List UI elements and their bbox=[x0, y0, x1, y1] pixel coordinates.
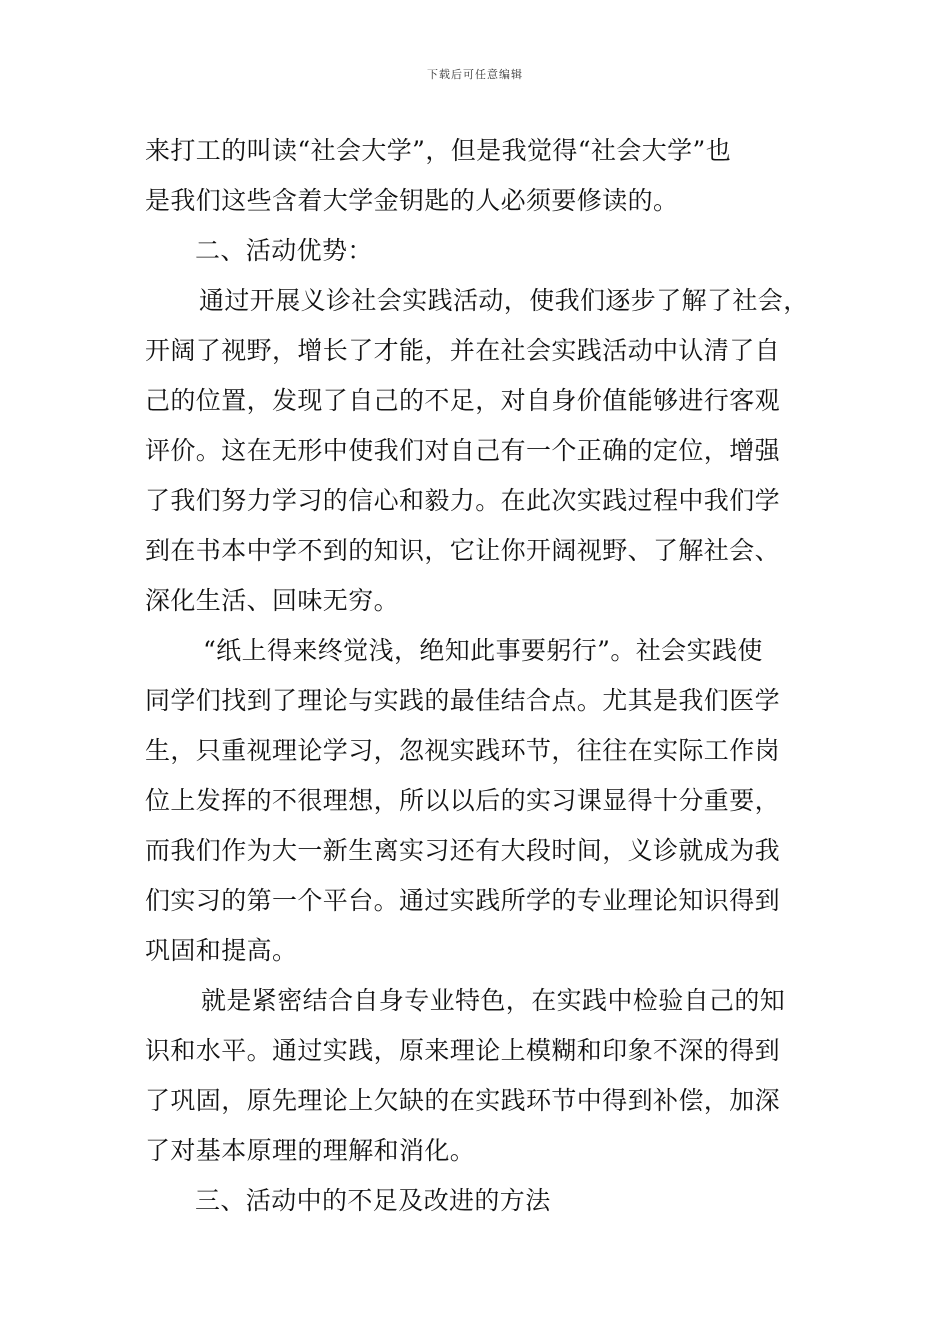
text-line: 评价。这在无形中使我们对自己有一个正确的定位，增强 bbox=[145, 436, 781, 465]
section-heading: 三、活动中的不足及改进的方法 bbox=[195, 1186, 551, 1215]
text-line: 开阔了视野，增长了才能，并在社会实践活动中认清了自 bbox=[145, 336, 781, 365]
page-header: 下载后可任意编辑 bbox=[427, 68, 523, 81]
text-line: 己的位置，发现了自己的不足，对自身价值能够进行客观 bbox=[145, 386, 781, 415]
text-line: 到在书本中学不到的知识，它让你开阔视野、了解社会、 bbox=[145, 536, 781, 565]
paragraph-first-line: 就是紧密结合自身专业特色，在实践中检验自己的知 bbox=[201, 986, 786, 1015]
paragraph-first-line: 通过开展义诊社会实践活动，使我们逐步了解了社会， bbox=[199, 286, 809, 315]
text-line: 而我们作为大一新生离实习还有大段时间，义诊就成为我 bbox=[145, 836, 781, 865]
text-line: 位上发挥的不很理想，所以以后的实习课显得十分重要， bbox=[145, 786, 781, 815]
paragraph-first-line: “纸上得来终觉浅，绝知此事要躬行”。社会实践使 bbox=[203, 636, 763, 665]
document-body bbox=[145, 126, 815, 1226]
text-line: 了巩固，原先理论上欠缺的在实践环节中得到补偿，加深 bbox=[145, 1086, 781, 1115]
text-line: 巩固和提高。 bbox=[145, 936, 298, 965]
text-line: 了我们努力学习的信心和毅力。在此次实践过程中我们学 bbox=[145, 486, 781, 515]
text-line: 深化生活、回味无穷。 bbox=[145, 586, 400, 615]
text-line: 们实习的第一个平台。通过实践所学的专业理论知识得到 bbox=[145, 886, 781, 915]
text-line: 生，只重视理论学习，忽视实践环节，往往在实际工作岗 bbox=[145, 736, 781, 765]
text-line: 来打工的叫读“社会大学”，但是我觉得“社会大学”也 bbox=[145, 136, 732, 165]
text-line: 了对基本原理的理解和消化。 bbox=[145, 1136, 476, 1165]
text-line: 是我们这些含着大学金钥匙的人必须要修读的。 bbox=[145, 186, 679, 215]
section-heading: 二、活动优势： bbox=[195, 236, 373, 265]
text-line: 同学们找到了理论与实践的最佳结合点。尤其是我们医学 bbox=[145, 686, 781, 715]
text-line: 识和水平。通过实践，原来理论上模糊和印象不深的得到 bbox=[145, 1036, 781, 1065]
